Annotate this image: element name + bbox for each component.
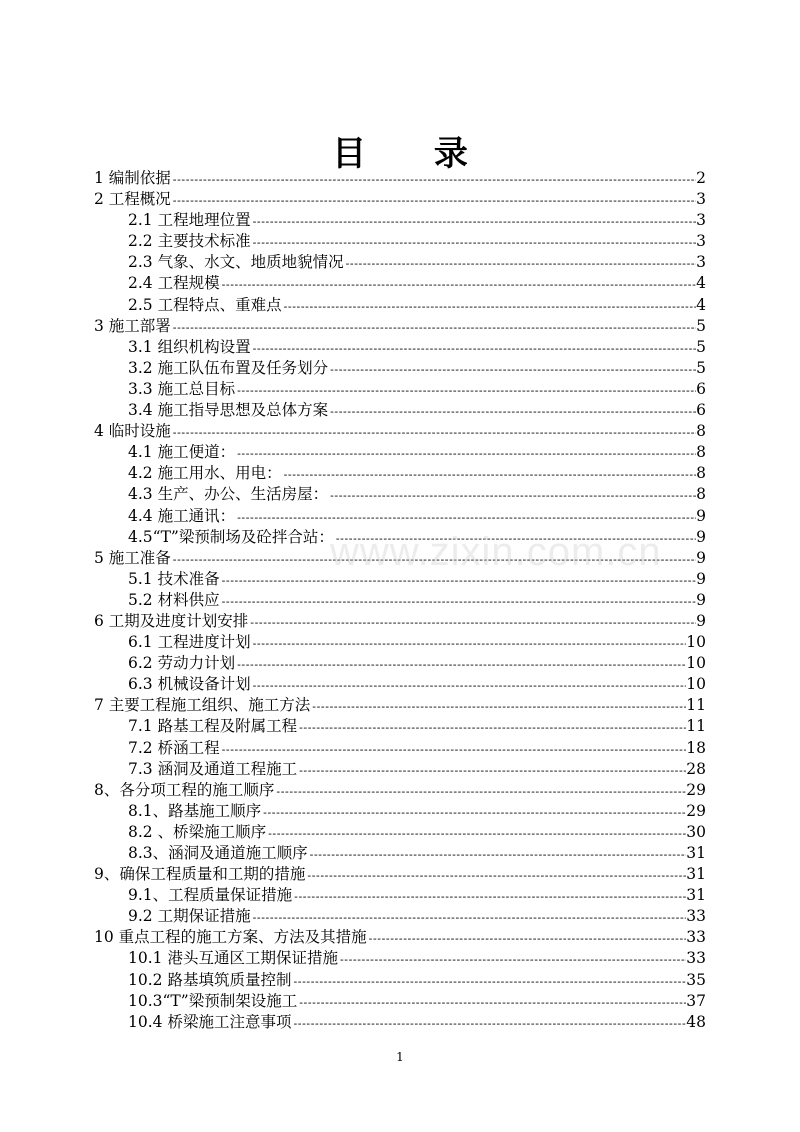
- toc-leader-dashes: [173, 169, 696, 190]
- toc-entry[interactable]: [94, 759, 706, 780]
- toc-entry[interactable]: [94, 484, 706, 505]
- toc-entry-label: 2.1 工程地理位置: [128, 211, 251, 230]
- toc-entry[interactable]: [94, 695, 706, 716]
- toc-entry-page: 11: [686, 696, 706, 715]
- toc-entry-page: 5: [696, 358, 706, 377]
- toc-entry-label: 6.1 工程进度计划: [128, 633, 251, 652]
- toc-entry-label: 2 工程概况: [94, 190, 171, 209]
- toc-leader-dashes: [276, 781, 686, 802]
- page-title: 目 录: [332, 134, 496, 174]
- toc-leader-dashes: [307, 865, 686, 886]
- toc-entry-label: 3.2 施工队伍布置及任务划分: [128, 358, 329, 377]
- toc-entry-page: 37: [686, 991, 706, 1010]
- toc-entry-page: 35: [686, 970, 706, 989]
- toc-entry[interactable]: [94, 801, 706, 822]
- footer-page-number: 1: [396, 1050, 404, 1064]
- toc-leader-dashes: [340, 949, 686, 970]
- toc-entry[interactable]: [94, 927, 706, 948]
- toc-leader-dashes: [346, 253, 697, 274]
- toc-leader-dashes: [237, 654, 686, 675]
- toc-entry-page: 9: [696, 590, 706, 609]
- toc-entry-label: 4.1 施工便道：: [128, 443, 236, 462]
- toc-entry-label: 7 主要工程施工组织、施工方法: [94, 696, 311, 715]
- toc-leader-dashes: [237, 380, 696, 401]
- toc-entry[interactable]: [94, 948, 706, 969]
- toc-entry[interactable]: [94, 231, 706, 252]
- toc-entry-page: 2: [696, 169, 706, 187]
- toc-entry-label: 8.2 、桥梁施工顺序: [128, 822, 267, 841]
- toc-leader-dashes: [250, 612, 696, 633]
- toc-entry-page: 10: [686, 633, 706, 652]
- toc-entry[interactable]: [94, 358, 706, 379]
- toc-leader-dashes: [293, 971, 686, 992]
- toc-entry-page: 3: [696, 232, 706, 251]
- toc-entry-page: 3: [696, 190, 706, 209]
- toc-entry-page: 33: [686, 907, 706, 926]
- toc-entry-page: 11: [686, 717, 706, 736]
- toc-entry[interactable]: [94, 970, 706, 991]
- toc-leader-dashes: [222, 274, 697, 295]
- toc-entry-page: 8: [696, 422, 706, 441]
- toc-entry-page: 8: [696, 443, 706, 462]
- toc-leader-dashes: [330, 401, 696, 422]
- toc-entry[interactable]: [94, 738, 706, 759]
- toc-entry-page: 5: [696, 316, 706, 335]
- toc-leader-dashes: [253, 907, 687, 928]
- toc-entry-label: 2.4 工程规模: [128, 274, 220, 293]
- toc-entry-page: 8: [696, 485, 706, 504]
- toc-entry-label: 4.2 施工用水、用电：: [128, 464, 282, 483]
- toc-entry-label: 6.3 机械设备计划: [128, 675, 251, 694]
- toc-entry-label: 8.3、涵洞及通道施工顺序: [128, 844, 308, 862]
- toc-entry[interactable]: [94, 421, 706, 442]
- toc-entry[interactable]: [94, 906, 706, 927]
- toc-leader-dashes: [299, 760, 686, 781]
- toc-entry-page: 6: [696, 401, 706, 420]
- toc-entry-label: 10.3“T”梁预制架设施工: [128, 991, 298, 1010]
- toc-entry-page: 8: [696, 464, 706, 483]
- toc-leader-dashes: [237, 507, 696, 528]
- toc-entry-page: 9: [696, 506, 706, 525]
- toc-entry-page: 30: [686, 822, 706, 841]
- toc-entry-label: 4.3 生产、办公、生活房屋：: [128, 485, 329, 504]
- toc-entry[interactable]: [94, 991, 706, 1012]
- toc-entry[interactable]: [94, 168, 706, 189]
- toc-leader-dashes: [222, 591, 697, 612]
- watermark: www.zixin.com.cn: [330, 530, 662, 574]
- toc-entry-label: 9、确保工程质量和工期的措施: [94, 865, 306, 884]
- toc-entry-label: 8.1、路基施工顺序: [128, 801, 262, 820]
- toc-leader-dashes: [253, 232, 697, 253]
- toc-entry-label: 3.1 组织机构设置: [128, 337, 251, 356]
- toc-entry[interactable]: [94, 1012, 706, 1033]
- toc-entry[interactable]: [94, 316, 706, 337]
- toc-entry-label: 5.1 技术准备: [128, 569, 220, 588]
- toc-entry-label: 4.5“T”梁预制场及砼拌合站：: [128, 527, 334, 546]
- toc-entry-page: 3: [696, 253, 706, 272]
- toc-entry[interactable]: [94, 885, 706, 906]
- toc-leader-dashes: [312, 696, 686, 717]
- toc-entry-page: 3: [696, 211, 706, 230]
- toc-leader-dashes: [253, 338, 697, 359]
- toc-entry-page: 9: [696, 569, 706, 588]
- toc-entry-page: 10: [686, 654, 706, 673]
- toc-entry-page: 29: [686, 801, 706, 820]
- toc-leader-dashes: [330, 485, 696, 506]
- toc-entry-page: 9: [696, 611, 706, 630]
- toc-leader-dashes: [253, 633, 687, 654]
- toc-entry-page: 6: [696, 379, 706, 398]
- toc-entry-page: 29: [686, 780, 706, 799]
- toc-entry-page: 9: [696, 527, 706, 546]
- toc-entry[interactable]: [94, 864, 706, 885]
- toc-entry-label: 7.1 路基工程及附属工程: [128, 717, 298, 736]
- toc-leader-dashes: [284, 296, 697, 317]
- toc-entry[interactable]: [94, 400, 706, 421]
- toc-entry-label: 5 施工准备: [94, 548, 171, 567]
- toc-leader-dashes: [173, 190, 696, 211]
- toc-entry-label: 10.4 桥梁施工注意事项: [128, 1012, 292, 1031]
- toc-entry[interactable]: [94, 189, 706, 210]
- toc-entry-label: 2.5 工程特点、重难点: [128, 295, 282, 314]
- toc-entry-label: 4.4 施工通讯：: [128, 506, 236, 525]
- toc-entry[interactable]: [94, 379, 706, 400]
- toc-entry[interactable]: [94, 463, 706, 484]
- toc-entry-page: 4: [696, 295, 706, 314]
- toc-leader-dashes: [173, 422, 696, 443]
- toc-entry[interactable]: [94, 674, 706, 695]
- toc-entry-label: 3.3 施工总目标: [128, 379, 236, 398]
- toc-leader-dashes: [173, 317, 696, 338]
- toc-entry[interactable]: [94, 780, 706, 801]
- toc-leader-dashes: [253, 675, 687, 696]
- toc-entry-label: 2.2 主要技术标准: [128, 232, 251, 251]
- toc-entry-label: 6 工期及进度计划安排: [94, 611, 249, 630]
- toc-leader-dashes: [284, 464, 697, 485]
- toc-entry[interactable]: [94, 653, 706, 674]
- toc-entry[interactable]: [94, 590, 706, 611]
- toc-entry-page: 18: [686, 738, 706, 757]
- toc-leader-dashes: [263, 802, 686, 823]
- toc-entry[interactable]: [94, 252, 706, 273]
- toc-entry-label: 4 临时设施: [94, 422, 171, 441]
- toc-entry-page: 33: [686, 928, 706, 947]
- toc-entry[interactable]: [94, 632, 706, 653]
- toc-entry-page: 4: [696, 274, 706, 293]
- table-of-contents: [94, 168, 706, 1033]
- toc-entry-label: 9.1、工程质量保证措施: [128, 886, 293, 905]
- toc-entry-label: 10 重点工程的施工方案、方法及其措施: [94, 928, 367, 947]
- toc-entry[interactable]: [94, 295, 706, 316]
- toc-leader-dashes: [253, 211, 697, 232]
- toc-entry-label: 7.2 桥涵工程: [128, 738, 220, 757]
- toc-entry[interactable]: [94, 822, 706, 843]
- toc-entry-page: 10: [686, 675, 706, 694]
- toc-entry[interactable]: [94, 210, 706, 231]
- toc-leader-dashes: [294, 886, 686, 907]
- toc-entry[interactable]: [94, 273, 706, 294]
- toc-leader-dashes: [330, 359, 696, 380]
- toc-entry-label: 6.2 劳动力计划: [128, 654, 236, 673]
- toc-leader-dashes: [369, 928, 687, 949]
- toc-entry-label: 10.1 港头互通区工期保证措施: [128, 949, 338, 968]
- toc-entry-page: 48: [686, 1012, 706, 1031]
- toc-entry-page: 28: [686, 759, 706, 778]
- toc-leader-dashes: [299, 717, 686, 738]
- toc-entry-page: 31: [686, 865, 706, 884]
- toc-entry[interactable]: [94, 843, 706, 864]
- toc-entry-page: 31: [686, 886, 706, 905]
- toc-entry[interactable]: [94, 611, 706, 632]
- toc-leader-dashes: [293, 1013, 686, 1034]
- toc-entry-label: 9.2 工期保证措施: [128, 907, 251, 926]
- toc-entry[interactable]: [94, 337, 706, 358]
- toc-entry[interactable]: [94, 716, 706, 737]
- toc-entry-page: 33: [686, 949, 706, 968]
- toc-entry[interactable]: [94, 442, 706, 463]
- toc-entry-label: 7.3 涵洞及通道工程施工: [128, 759, 298, 778]
- toc-leader-dashes: [268, 823, 686, 844]
- toc-leader-dashes: [237, 443, 696, 464]
- toc-entry-page: 31: [686, 844, 706, 862]
- toc-leader-dashes: [299, 992, 686, 1013]
- toc-entry-page: 9: [696, 548, 706, 567]
- toc-entry-label: 5.2 材料供应: [128, 590, 220, 609]
- toc-entry-label: 8、各分项工程的施工顺序: [94, 780, 275, 799]
- toc-entry-label: 3 施工部署: [94, 316, 171, 335]
- toc-leader-dashes: [310, 844, 687, 865]
- toc-entry-page: 5: [696, 337, 706, 356]
- toc-entry-label: 10.2 路基填筑质量控制: [128, 970, 292, 989]
- toc-leader-dashes: [222, 739, 687, 760]
- toc-entry-label: 3.4 施工指导思想及总体方案: [128, 401, 329, 420]
- toc-entry[interactable]: [94, 506, 706, 527]
- toc-entry-label: 2.3 气象、水文、地质地貌情况: [128, 253, 344, 272]
- toc-entry-label: 1 编制依据: [94, 169, 171, 187]
